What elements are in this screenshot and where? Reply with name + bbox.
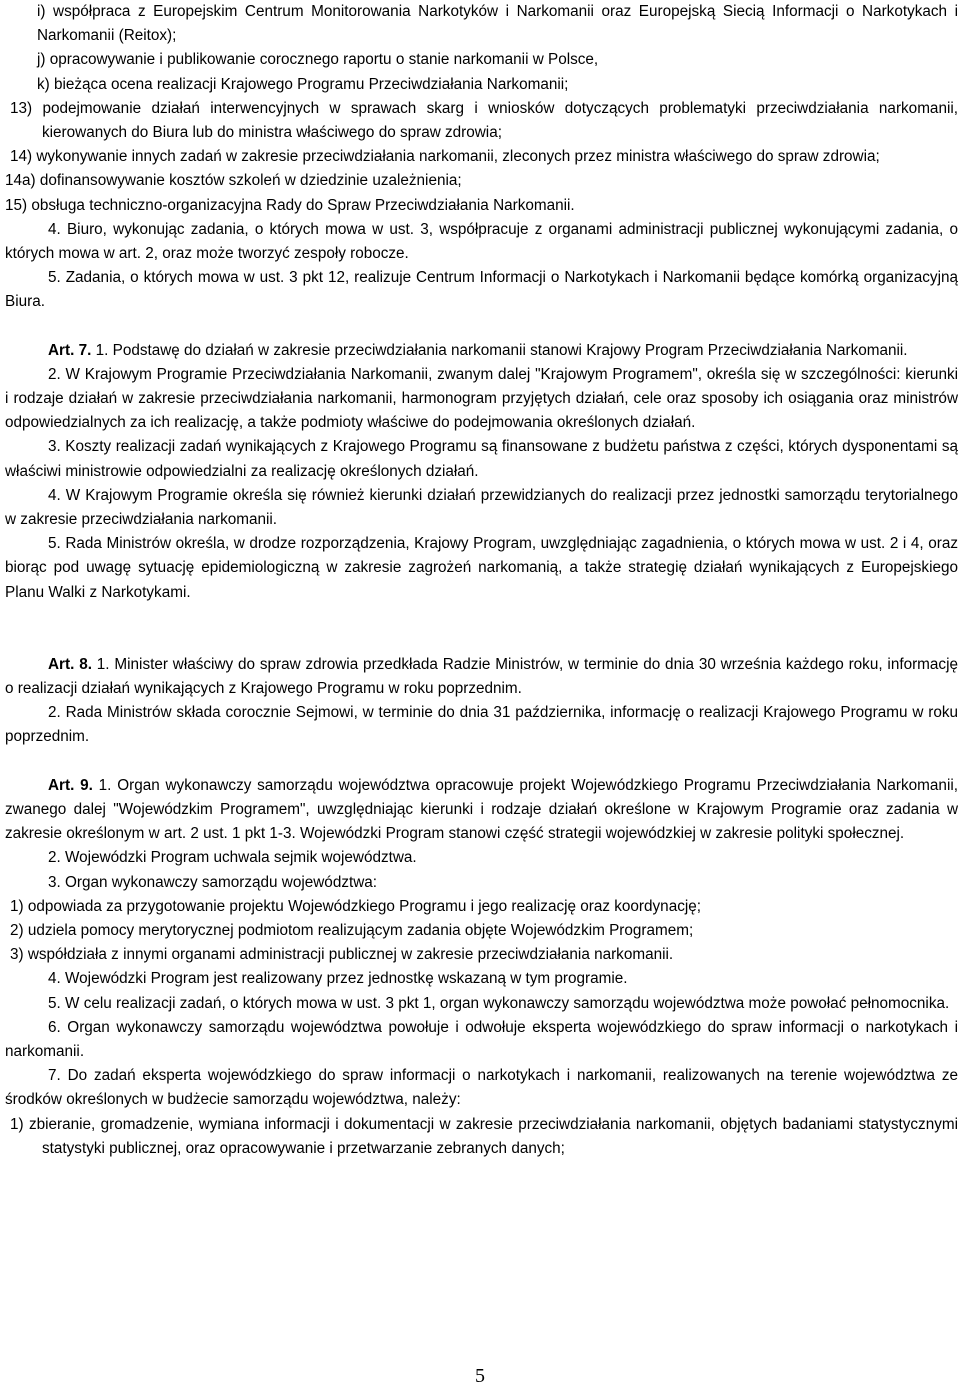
art-8-ust-1 xyxy=(5,653,958,701)
item-14a: 14a) dofinansowywanie kosztów szkoleń w dziedzinie uzależnienia; xyxy=(5,172,462,190)
art-9-ust-7: 7. Do zadań eksperta wojewódzkiego do spraw informacji o narkotykach i narkomanii, realizowanych na terenie województwa ze środków określonych w budżecie samorządu województwa, należy: xyxy=(5,1067,958,1109)
art-9-ust-5: 5. W celu realizacji zadań, o których mowa w ust. 3 pkt 1, organ wykonawczy samorządu województwa może powołać pełnomocnika. xyxy=(48,994,950,1012)
art-9-ust-6: 6. Organ wykonawczy samorządu województwa powołuje i odwołuje eksperta wojewódzkiego do spraw informacji o narkotykach i narkomanii. xyxy=(5,1018,958,1060)
art-7-text: 1. Podstawę do działań w zakresie przeciwdziałania narkomanii stanowi Krajowy Program Przeciwdziałania Narkomanii. xyxy=(91,341,908,359)
item-k: k) bieżąca ocena realizacji Krajowego Programu Przeciwdziałania Narkomanii; xyxy=(37,75,569,93)
ust-4: 4. Biuro, wykonując zadania, o których mowa w ust. 3, współpracuje z organami administracji publicznej wykonującymi zadania, o których mowa w art. 2, oraz może tworzyć zespoły robocze. xyxy=(5,220,958,263)
spacer xyxy=(5,315,958,339)
spacer xyxy=(5,605,958,653)
art-8-text: 1. Minister właściwy do spraw zdrowia przedkłada Radzie Ministrów, w terminie do dnia 30 września każdego roku, informację o realizacji działań wynikających z Krajowego Programu w roku poprzednim. xyxy=(5,655,958,698)
art-9-ust-7-pkt-1: 1) zbieranie, gromadzenie, wymiana informacji i dokumentacji w zakresie przeciwdziałania narkomanii, objętych badaniami statystycznymi statystyki publicznej, oraz opracowywanie i przetwarzanie zebranych danych; xyxy=(10,1115,958,1157)
item-j: j) opracowywanie i publikowanie corocznego raportu o stanie narkomanii w Polsce, xyxy=(37,51,599,69)
art-7-ust-4: 4. W Krajowym Programie określa się również kierunki działań przewidzianych do realizacji przez jednostki samorządu terytorialnego w zakresie przeciwdziałania narkomanii. xyxy=(5,486,958,529)
art-9-ust-3: 3. Organ wykonawczy samorządu województwa: xyxy=(48,873,378,891)
art-9-text: 1. Organ wykonawczy samorządu województwa opracowuje projekt Wojewódzkiego Programu Przeciwdziałania Narkomanii, zwanego dalej "Wojewódzkim Programem", uwzględniając kierunki i rodzaje działań określone w Krajowym Programie oraz zadania w zakresie określonym w art. 2 ust. 1 pkt 1-3. Wojewódzki Program stanowi część strategii wojewódzkiej w zakresie polityki społecznej. xyxy=(5,776,958,843)
art-9-ust-3-pkt-2: 2) udziela pomocy merytorycznej podmiotom realizującym zadania objęte Wojewódzkim Programem; xyxy=(10,921,694,939)
item-13: 13) podejmowanie działań interwencyjnych w sprawach skarg i wniosków dotyczących problematyki przeciwdziałania narkomanii, kierowanych do Biura lub do ministra właściwego do spraw zdrowia; xyxy=(10,99,958,142)
document-page xyxy=(5,0,958,1161)
item-i: i) współpraca z Europejskim Centrum Monitorowania Narkotyków i Narkomanii oraz Europejską Siecią Informacji o Narkotykach i Narkomanii (Reitox); xyxy=(37,3,958,45)
art-7-ust-3: 3. Koszty realizacji zadań wynikających z Krajowego Programu są finansowane z budżetu państwa z części, których dysponentami są właściwi ministrowie odpowiedzialni za realizację określonych działań. xyxy=(5,438,958,480)
art-9-ust-2: 2. Wojewódzki Program uchwala sejmik województwa. xyxy=(48,849,417,867)
art-8-ust-2: 2. Rada Ministrów składa corocznie Sejmowi, w terminie do dnia 31 października, informację o realizacji Krajowego Programu w roku poprzednim. xyxy=(5,704,958,746)
item-14: 14) wykonywanie innych zadań w zakresie przeciwdziałania narkomanii, zleconych przez ministra właściwego do spraw zdrowia; xyxy=(10,148,880,166)
art-9-ust-4: 4. Wojewódzki Program jest realizowany przez jednostkę wskazaną w tym programie. xyxy=(48,970,628,988)
art-9-ust-1 xyxy=(5,774,958,847)
art-7-ust-1 xyxy=(5,339,958,363)
art-7-ust-2: 2. W Krajowym Programie Przeciwdziałania Narkomanii, zwanym dalej "Krajowym Programem", określa się w szczególności: kierunki i rodzaje działań w zakresie przeciwdziałania narkomanii, harmonogram przyjętych działań, cele oraz sposoby ich osiągania oraz ministrów odpowiedzialnych za ich realizację, a także podmioty właściwe do podejmowania określonych działań. xyxy=(5,365,958,432)
art-7-ust-5: 5. Rada Ministrów określa, w drodze rozporządzenia, Krajowy Program, uwzględniając zagadnienia, o których mowa w ust. 2 i 4, oraz biorąc pod uwagę sytuację epidemiologiczną w zakresie zagrożeń narkomanią, a także strategię działań wynikających z Europejskiego Planu Walki z Narkotykami. xyxy=(5,535,958,601)
art-9-ust-3-pkt-1: 1) odpowiada za przygotowanie projektu Wojewódzkiego Programu i jego realizację oraz koordynację; xyxy=(10,897,702,915)
art-9-label: Art. 9. xyxy=(48,776,93,794)
art-7-label: Art. 7. xyxy=(48,341,92,359)
spacer xyxy=(5,750,958,774)
art-8-label: Art. 8. xyxy=(48,655,92,673)
page-number: 5 xyxy=(475,1365,485,1387)
ust-5: 5. Zadania, o których mowa w ust. 3 pkt 12, realizuje Centrum Informacji o Narkotykach i Narkomanii będące komórką organizacyjną Biura. xyxy=(5,269,958,311)
art-9-ust-3-pkt-3: 3) współdziała z innymi organami administracji publicznej w zakresie przeciwdziałania narkomanii. xyxy=(10,946,674,964)
item-15: 15) obsługa techniczno-organizacyjna Rady do Spraw Przeciwdziałania Narkomanii. xyxy=(5,196,575,214)
